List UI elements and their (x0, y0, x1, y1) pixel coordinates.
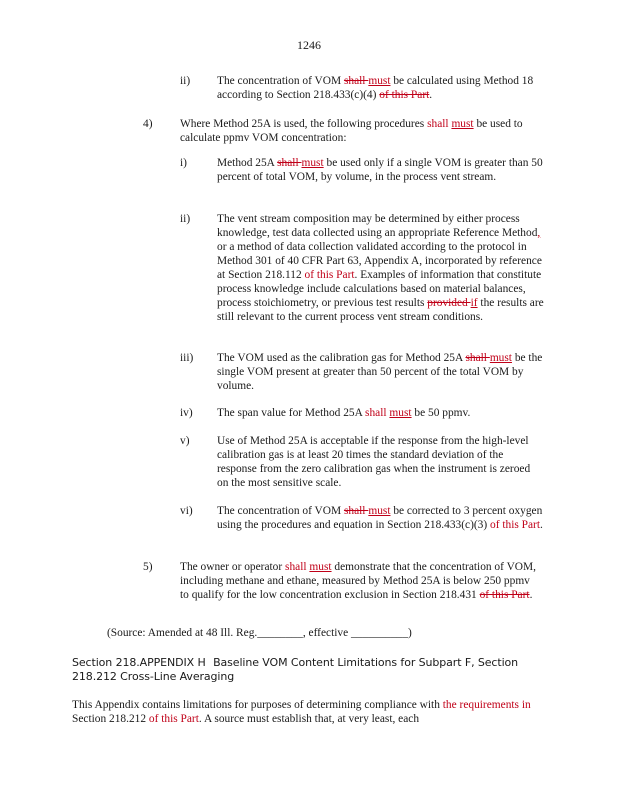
item-iii-text (217, 351, 547, 393)
deleted-text: shall (343, 75, 369, 87)
text-run: The VOM used as the calibration gas for Method 25A (217, 352, 466, 364)
appendix-heading (72, 656, 550, 684)
source-note: (Source: Amended at 48 Ill. Reg.________, effective __________) (107, 627, 412, 639)
inserted-text: must (301, 157, 324, 169)
item-ii-top-marker: ii) (180, 75, 191, 87)
item-v-text (217, 434, 537, 490)
inserted-text: must (451, 118, 474, 130)
item-4-text (180, 117, 545, 145)
inserted-text: the requirements in (442, 699, 531, 711)
text-run: be used only if a single VOM is greater than 50 percent of total VOM, by volume, in the process vent stream. (217, 157, 543, 183)
appendix-paragraph (72, 698, 542, 726)
deleted-text: of this Part (379, 89, 430, 101)
inserted-text: must (489, 352, 512, 364)
item-ii-marker: ii) (180, 213, 191, 225)
text-run: be calculated using Method 18 according to Section 218.433(c)(4) (217, 75, 534, 101)
text-run: . (540, 519, 543, 531)
inserted-text: shall (285, 561, 310, 573)
item-ii-text (217, 212, 549, 324)
text-run: This Appendix contains limitations for purposes of determining compliance with (72, 699, 443, 711)
page-number: 1246 (297, 38, 321, 52)
text-run: . A source must establish that, at very least, each (198, 713, 420, 725)
item-vi-text (217, 504, 547, 532)
item-i-text (217, 156, 547, 184)
text-run: . Examples of information that constitute process knowledge include calculations based on material balances, process stoichiometry, or previous test results (217, 269, 542, 309)
deleted-text: shall (343, 505, 369, 517)
inserted-text: , (537, 227, 541, 239)
deleted-text: of this Part (479, 589, 530, 601)
item-i-marker: i) (180, 157, 187, 169)
text-run: The concentration of VOM (217, 75, 344, 87)
inserted-text: must (389, 407, 412, 419)
text-run: be the single VOM present at greater than 50 percent of the total VOM by volume. (217, 352, 543, 392)
item-5-text (180, 560, 536, 602)
text-run: Section 218.212 (72, 713, 149, 725)
text-run: Method 25A (217, 157, 278, 169)
text-run: The concentration of VOM (217, 505, 344, 517)
inserted-text: must (368, 505, 391, 517)
text-run: be 50 ppmv. (411, 407, 471, 419)
text-run: the results are still relevant to the current process vent stream conditions. (217, 297, 544, 323)
inserted-text: must (368, 75, 391, 87)
deleted-text: shall (277, 157, 302, 169)
inserted-text: of this Part (304, 269, 355, 281)
text-run: Use of Method 25A is acceptable if the response from the high-level calibration gas is at least 20 times the standard deviation of the response from the zero calibration gas when the instrument is zeroed on the most sensitive scale. (217, 435, 531, 489)
inserted-text: shall (365, 407, 390, 419)
deleted-text: shall (465, 352, 490, 364)
inserted-text: shall (427, 118, 452, 130)
item-4-marker: 4) (143, 118, 153, 130)
appendix-heading-subtitle: Baseline VOM Content Limitations for Subpart F, Section 218.212 Cross-Line Averaging (72, 656, 519, 683)
item-vi-marker: vi) (180, 505, 193, 517)
item-iii-marker: iii) (180, 352, 194, 364)
text-run: The vent stream composition may be determined by either process knowledge, test data collected using an appropriate Reference Method (217, 213, 538, 239)
inserted-text: of this Part (490, 519, 540, 531)
text-run: demonstrate that the concentration of VOM, including methane and ethane, measured by Method 25A is below 250 ppmv to qualify for the low concentration exclusion in Section 218.431 (180, 561, 536, 601)
text-run: . (429, 89, 433, 101)
text-run: The span value for Method 25A (217, 407, 366, 419)
inserted-text: if (470, 297, 478, 309)
item-5-marker: 5) (143, 561, 153, 573)
inserted-text: must (309, 561, 332, 573)
deleted-text: provided (427, 297, 471, 309)
item-iv-text (217, 406, 547, 420)
text-run: be corrected to 3 percent oxygen using the procedures and equation in Section 218.433(c)(3) (217, 505, 543, 531)
text-run: The owner or operator (180, 561, 286, 573)
item-v-marker: v) (180, 435, 190, 447)
text-run: . (529, 589, 533, 601)
item-ii-top-text (217, 74, 552, 102)
text-run: be used to calculate ppmv VOM concentration: (180, 118, 523, 144)
appendix-heading-title: Section 218.APPENDIX H (72, 656, 206, 669)
item-iv-marker: iv) (180, 407, 193, 419)
text-run: Where Method 25A is used, the following procedures (180, 118, 428, 130)
inserted-text: of this Part (148, 713, 199, 725)
text-run: or a method of data collection validated according to the protocol in Method 301 of 40 CFR Part 63, Appendix A, incorporated by reference at Section 218.112 (217, 241, 542, 281)
